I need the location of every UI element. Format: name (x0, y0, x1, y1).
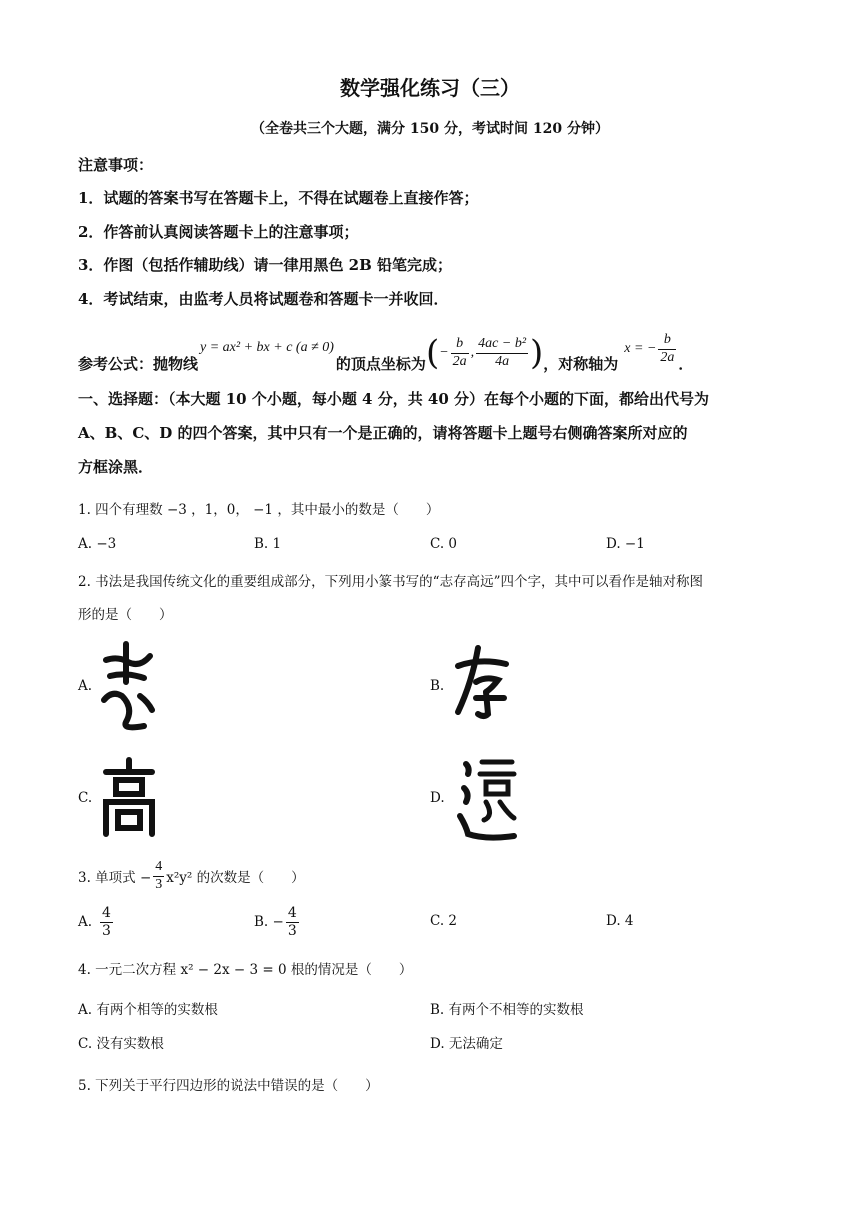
question-2-option-d-label: D. (430, 790, 445, 806)
question-1-option-c: C. 0 (430, 536, 458, 552)
axis-numerator: b (658, 332, 676, 349)
question-4-option-a: A. 有两个相等的实数根 (78, 1002, 218, 1018)
question-3-stem-prefix: 3. 单项式 − (78, 870, 152, 886)
vertex-label: 的顶点坐标为 (335, 354, 426, 373)
vertex-coordinates: ( − $\frac{b}{2a}$ , $\frac{\text{4ac − b²}}{4a}$ ) (425, 333, 544, 373)
question-3-option-b-label: B. − (254, 914, 284, 930)
page-subtitle: （全卷共三个大题，满分 150 分，考试时间 120 分钟） (251, 121, 609, 137)
question-3-option-c: C. 2 (430, 913, 458, 929)
question-3-option-a-label: A. (78, 914, 93, 930)
notice-item-4: 4．考试结束，由监考人员将试题卷和答题卡一并收回． (78, 290, 449, 308)
seal-script-gao-image (98, 756, 160, 844)
question-3-stem-suffix: x²y² 的次数是（ ） (166, 870, 305, 886)
question-3-option-a-denominator: 3 (102, 922, 111, 939)
question-2-option-a-label: A. (78, 678, 93, 694)
notice-item-2: 2．作答前认真阅读答题卡上的注意事项； (78, 223, 359, 241)
question-2-option-c-label: C. (78, 790, 93, 806)
question-4-option-d: D. 无法确定 (430, 1036, 503, 1052)
left-paren: ( (425, 333, 440, 373)
seal-script-yuan-image (456, 754, 518, 848)
page-title: 数学强化练习（三） (340, 76, 520, 100)
formula-prefix: 参考公式：抛物线 (78, 354, 199, 373)
section1-line2: A、B、C、D 的四个答案，其中只有一个是正确的，请将答题卡上题号右侧确答案所对应的 (78, 424, 688, 442)
question-1-stem: 1. 四个有理数 −3 ，1，0， −1 ，其中最小的数是（ ） (78, 502, 440, 518)
question-3-option-d: D. 4 (606, 913, 634, 929)
question-3-stem (78, 856, 305, 896)
question-2-option-b-label: B. (430, 678, 445, 694)
seal-script-cun-image (452, 642, 512, 724)
reference-formula (78, 328, 693, 378)
section1-line3: 方框涂黑． (78, 458, 154, 476)
axis-prefix: x = − (624, 341, 657, 356)
question-3-numerator: 4 (153, 859, 164, 876)
vertex-y-fraction (476, 336, 528, 369)
question-3-option-a-fraction (100, 905, 113, 938)
question-3-option-b-denominator: 3 (287, 922, 297, 939)
question-4-stem: 4. 一元二次方程 x² − 2x − 3 = 0 根的情况是（ ） (78, 962, 413, 978)
question-1-option-b: B. 1 (254, 536, 282, 552)
parabola-equation: y = ax² + bx + c (a ≠ 0) (200, 340, 334, 355)
seal-script-zhi-image (96, 638, 158, 738)
question-3-denominator: 3 (155, 876, 163, 892)
question-3-option-b (254, 902, 301, 942)
question-1-option-d: D. −1 (606, 536, 645, 552)
vertex-y-denominator: 4a (495, 353, 510, 369)
notice-item-3: 3．作图（包括作辅助线）请一律用黑色 2B 铅笔完成； (78, 256, 452, 274)
vertex-x-denominator: 2a (452, 353, 467, 369)
notice-heading: 注意事项： (78, 156, 154, 174)
question-4-option-c: C. 没有实数根 (78, 1036, 164, 1052)
axis-fraction (658, 332, 676, 365)
question-2-stem-line2: 形的是（ ） (78, 607, 173, 623)
question-3-option-b-fraction (286, 905, 299, 938)
question-3-option-a (78, 902, 115, 942)
question-4-option-b: B. 有两个不相等的实数根 (430, 1002, 584, 1018)
axis-label: ，对称轴为 (543, 354, 619, 373)
question-2-stem-line1: 2. 书法是我国传统文化的重要组成部分，下列用小篆书写的“志存高远”四个字，其中可以看作是轴对称图 (78, 574, 703, 590)
question-3-option-b-numerator: 4 (287, 905, 297, 922)
vertex-y-numerator: 4ac − b² (476, 336, 528, 353)
right-paren: ) (530, 333, 544, 373)
question-3-option-a-numerator: 4 (102, 905, 111, 922)
notice-item-1: 1．试题的答案书写在答题卡上，不得在试题卷上直接作答； (78, 189, 479, 207)
section1-line1: 一、选择题：（本大题 10 个小题，每小题 4 分，共 40 分）在每个小题的下面，都给出代号为 (78, 390, 710, 408)
formula-end: ． (678, 354, 694, 373)
question-5-stem: 5. 下列关于平行四边形的说法中错误的是（ ） (78, 1078, 379, 1094)
axis-formula (624, 332, 678, 365)
vertex-x-fraction (451, 336, 469, 369)
vertex-x-numerator: b (451, 336, 469, 353)
question-1-option-a: A. −3 (78, 536, 117, 552)
axis-denominator: 2a (660, 349, 675, 365)
question-3-fraction (153, 859, 164, 892)
